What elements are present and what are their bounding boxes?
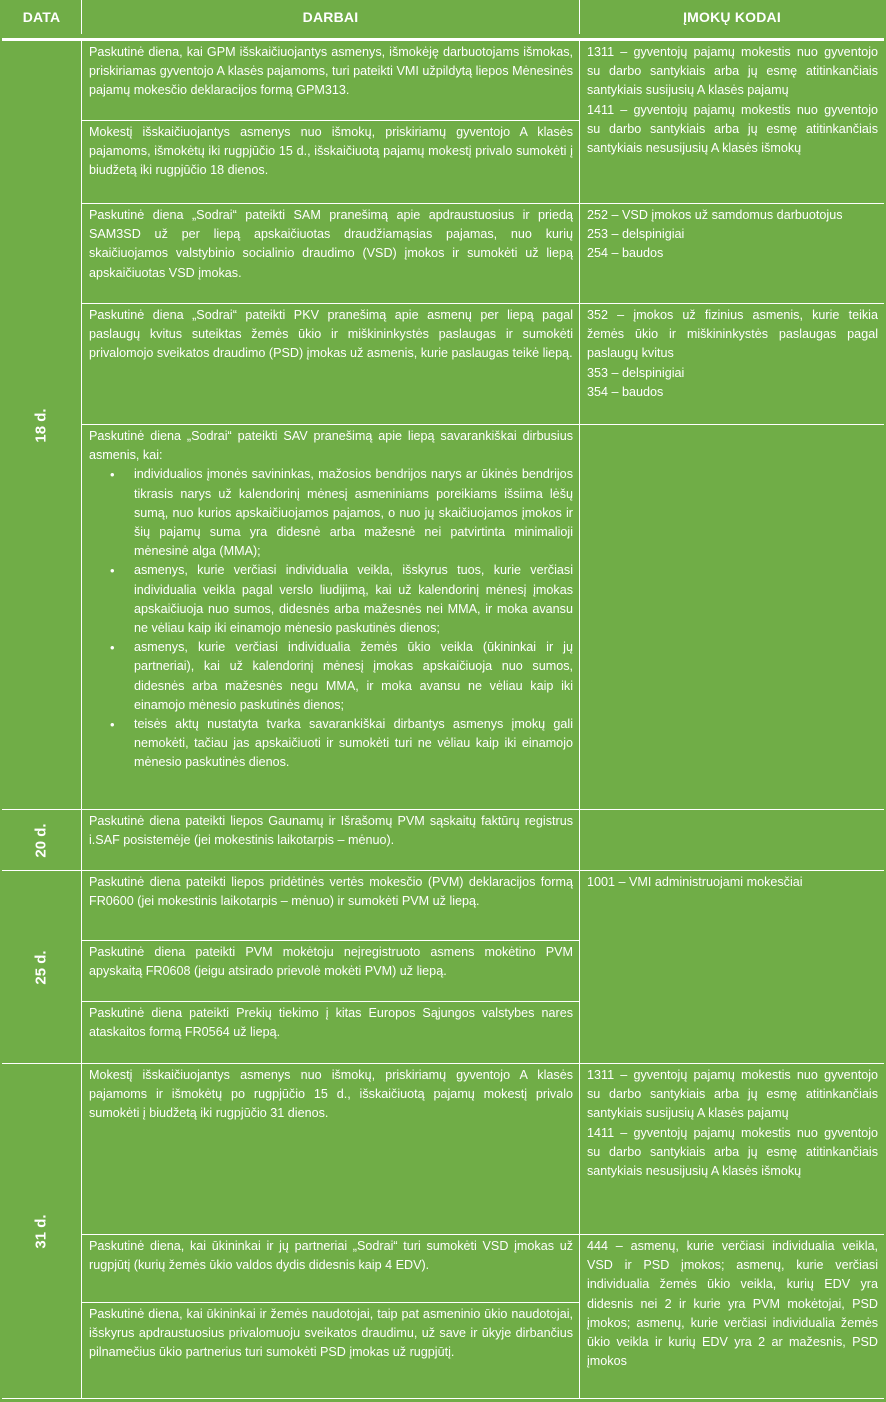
date-label: 31 d. <box>33 1213 50 1249</box>
code-item: 1411 – gyventojų pajamų mokestis nuo gyventojo su darbo santykiais arba jų esmę atitinkančiais santykiais nesusijusių A klasės išmokų <box>587 102 878 156</box>
task-gpm-payment-31 <box>82 1064 579 1234</box>
task-text: Paskutinė diena pateikti liepos pridėtinės vertės mokesčio (PVM) deklaracijos formą FR0600 (jei mokestinis laikotarpis – mėnuo) ir sumokėti PVM už liepą. <box>89 875 573 909</box>
task-text: Paskutinė diena pateikti PVM mokėtoju neįregistruoto asmens mokėtino PVM apyskaitą FR0608 (jeigu atsirado prievolė mokėti PVM) už liepą. <box>89 945 573 979</box>
task-fr0600 <box>82 871 579 940</box>
codes-psd <box>580 304 884 424</box>
task-gpm313 <box>82 41 579 120</box>
task-text: Paskutinė diena „Sodrai“ pateikti PKV pranešimą apie asmenų per liepą pagal paslaugų kvitus suteiktas žemės ūkio ir miškininkystės paslaugas ir sumokėti privalomojo sveikatos draudimo (PSD) įmokas už asmenis, kurie paslaugas teikė liepą. <box>89 308 573 361</box>
code-item: 254 – baudos <box>587 246 664 261</box>
task-psd-farmers <box>82 1303 579 1398</box>
date-label: 20 d. <box>33 822 50 858</box>
bottom-rule <box>2 1398 884 1399</box>
code-item: 1001 – VMI administruojami mokesčiai <box>587 875 803 889</box>
task-text: Paskutinė diena „Sodrai“ pateikti SAM pranešimą apie apdraustuosius ir priedą SAM3SD už per liepą apskaičiuotas draudžiamąsias pajamas, nuo kurių skaičiuojamos valstybinio socialinio draudimo (VSD) įmokos ir sumokėti už liepą apskaičiuotas VSD įmokas. <box>89 208 573 280</box>
task-text: Paskutinė diena, kai ūkininkai ir žemės naudotojai, taip pat asmeninio ūkio naudotojai, išskyrus apdraustuosius privalomuoju sveikatos draudimu, už save ir ūkyje dirbančius pilnamečius ūkio partnerius turi sumokėti PSD įmokas už rugpjūtį. <box>89 1307 573 1360</box>
code-item: 444 – asmenų, kurie verčiasi individualia veikla, VSD ir PSD įmokos; asmenų, kurie verčiasi individualia žemės ūkio veikla, kurių EDV yra didesnis nei 2 ir kurie yra PVM mokėtojai, PSD įmokos; asmenų, kurie verčiasi individualia žemės ūkio veikla ir kurių EDV yra 2 ar mažesnis, PSD įmokos <box>587 1239 878 1369</box>
date-31 <box>2 1064 81 1398</box>
code-item: 1311 – gyventojų pajamų mokestis nuo gyventojo su darbo santykiais arba jų esmę atitinkančiais santykiais susijusių A klasės pajamų <box>587 1068 878 1121</box>
list-item: • teisės aktų nustatyta tvarka savarankiškai dirbantys asmenys įmokų gali nemokėti, tačiau jas apskaičiuoti ir sumokėti turi ne vėliau kaip iki einamojo mėnesio paskutinės dienos. <box>134 715 573 773</box>
code-item: 252 – VSD įmokos už samdomus darbuotojus <box>587 208 843 222</box>
codes-vmi <box>580 871 884 1063</box>
code-item: 1311 – gyventojų pajamų mokestis nuo gyventojo su darbo santykiais arba jų esmę atitinkančiais santykiais susijusių A klasės pajamų <box>587 45 878 98</box>
task-fr0564 <box>82 1002 579 1063</box>
code-item: 253 – delspinigiai <box>587 227 685 242</box>
date-20 <box>2 810 81 870</box>
task-sav <box>82 425 579 809</box>
code-item: 354 – baudos <box>587 384 664 399</box>
codes-vsd <box>580 204 884 303</box>
task-text: Paskutinė diena pateikti liepos Gaunamų ir Išrašomų PVM sąskaitų faktūrų registrus i.SAF posistemėje (jei mokestinis laikotarpis – mėnuo). <box>89 814 573 848</box>
task-text: Mokestį išskaičiuojantys asmenys nuo išmokų, priskiriamų gyventojo A klasės pajamoms ir išmokėtų po rugpjūčio 15 d., išskaičiuotą pajamų mokestį privalo sumokėti į biudžetą iki rugpjūčio 31 dienos. <box>89 1068 573 1121</box>
task-text: Mokestį išskaičiuojantys asmenys nuo išmokų, priskiriamų gyventojo A klasės pajamoms, išmokėtų iki rugpjūčio 15 d., išskaičiuotą pajamų mokestį privalo sumokėti į biudžetą iki rugpjūčio 18 dienos. <box>89 125 573 178</box>
task-gpm-payment-18 <box>82 121 579 203</box>
task-text: Paskutinė diena, kai ūkininkai ir jų partneriai „Sodrai“ turi sumokėti VSD įmokas už rugpjūtį (kurių žemės ūkio valdos dydis didesnis kaip 4 EDV). <box>89 1239 573 1273</box>
code-item: 353 – delspinigiai <box>587 365 685 380</box>
date-25 <box>2 871 81 1063</box>
task-text: Paskutinė diena, kai GPM išskaičiuojantys asmenys, išmokėję darbuotojams išmokas, priskiriamas gyventojo A klasės pajamoms, turi pateikti VMI užpildytą liepos Mėnesinės pajamų mokesčio deklaracijos formą GPM313. <box>89 45 573 98</box>
task-pkv <box>82 304 579 424</box>
date-label: 18 d. <box>33 408 50 443</box>
header-divider-1 <box>81 0 82 34</box>
list-item: • individualios įmonės savininkas, mažosios bendrijos narys ar ūkinės bendrijos tikrasis narys už kalendorinį mėnesį asmeniniams poreikiams išsiima lėšų sumą, nuo kurios apskaičiuojamos pajamos, o nuo jų skaičiuojamos įmokos ir šių pajamų suma yra didesnė arba mažesnė nei patvirtinta minimalioji mėnesinė alga (MMA); <box>134 465 573 561</box>
task-fr0608 <box>82 941 579 1001</box>
date-18 <box>2 42 81 809</box>
list-item: • asmenys, kurie verčiasi individualia veikla, išskyrus tuos, kurie verčiasi individualia veikla pagal verslo liudijimą, kai už kalendorinį mėnesį įmokas apskaičiuoja nuo sumos, didesnės arba mažesnės nei MMA, ir moka avansu ne vėliau kaip iki einamojo mėnesio paskutinės dienos; <box>134 561 573 638</box>
list-item: • asmenys, kurie verčiasi individualia žemės ūkio veikla (ūkininkai ir jų partneriai), kai už kalendorinį mėnesį įmokas apskaičiuoja nuo sumos, didesnės arba mažesnės negu MMA, ir moka avansu ne vėliau kaip iki einamojo mėnesio paskutinės dienos; <box>134 638 573 715</box>
task-isaf <box>82 810 579 870</box>
code-item: 1411 – gyventojų pajamų mokestis nuo gyventojo su darbo santykiais arba jų esmę atitinkančiais santykiais nesusijusių A klasės išmokų <box>587 1125 878 1179</box>
code-item: 352 – įmokos už fizinius asmenis, kurie teikia žemės ūkio ir miškininkystės paslaugas pagal paslaugų kvitus <box>587 308 878 361</box>
header-divider-2 <box>579 0 580 34</box>
header-date: DATA <box>22 9 61 25</box>
task-sam <box>82 204 579 303</box>
date-label: 25 d. <box>33 949 50 985</box>
header-codes: ĮMOKŲ KODAI <box>683 9 781 25</box>
task-text: Paskutinė diena pateikti Prekių tiekimo į kitas Europos Sąjungos valstybes nares ataskaitos formą FR0564 už liepą. <box>89 1006 573 1040</box>
codes-gpm-31 <box>580 1064 884 1234</box>
task-text: Paskutinė diena „Sodrai“ pateikti SAV pranešimą apie liepą savarankiškai dirbusius asmenis, kai: <box>89 429 573 463</box>
codes-gpm-18 <box>580 41 884 203</box>
task-vsd-farmers <box>82 1235 579 1302</box>
header-work: DARBAI <box>302 9 359 25</box>
codes-444 <box>580 1235 884 1398</box>
condition-list <box>89 465 573 772</box>
